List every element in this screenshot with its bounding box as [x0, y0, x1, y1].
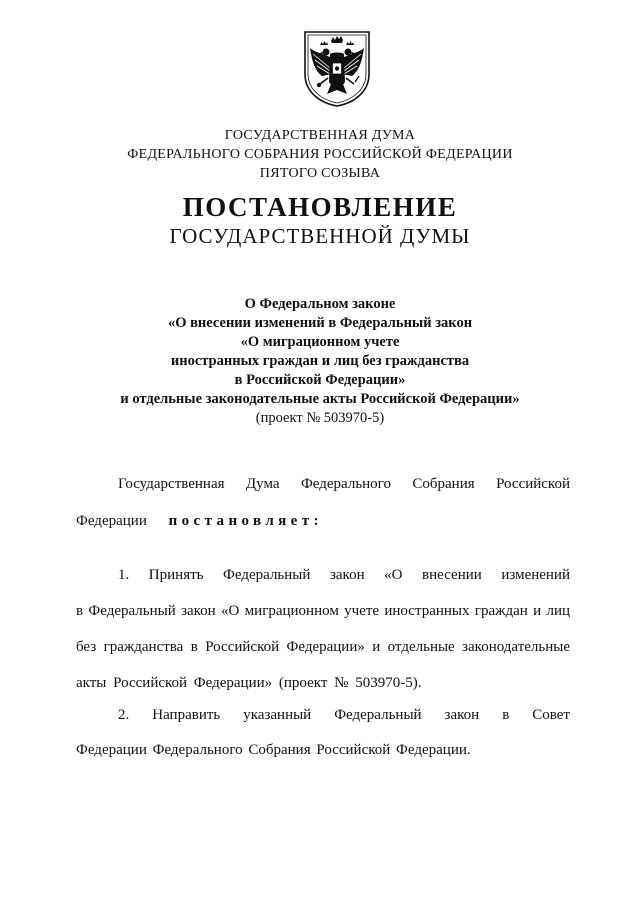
preamble-line-start	[76, 513, 323, 530]
item-1-line: акты Российской Федерации» (проект № 503970-5).	[76, 675, 422, 691]
item-2-line: 2. Направить указанный Федеральный закон в Совет	[118, 707, 570, 723]
subject-line: «О внесении изменений в Федеральный закон	[167, 315, 473, 331]
header-line-convocation: ПЯТОГО СОЗЫВА	[259, 166, 381, 181]
header-line-federal-assembly: ФЕДЕРАЛЬНОГО СОБРАНИЯ РОССИЙСКОЙ ФЕДЕРАЦИИ	[127, 147, 513, 162]
document-issuer-title: ГОСУДАРСТВЕННОЙ ДУМЫ	[169, 224, 471, 248]
subject-line: О Федеральном законе	[244, 296, 396, 312]
coat-of-arms-russia-icon	[302, 30, 372, 108]
decree-word: постановляет:	[168, 513, 323, 529]
document-type-title: ПОСТАНОВЛЕНИЕ	[182, 192, 458, 222]
item-1-line: в Федеральный закон «О миграционном учете иностранных граждан и лиц	[76, 603, 570, 619]
header-line-duma: ГОСУДАРСТВЕННАЯ ДУМА	[224, 128, 416, 143]
item-1-line: без гражданства в Российской Федерации» и отдельные законодательные	[76, 639, 570, 655]
subject-line: и отдельные законодательные акты Российской Федерации»	[120, 391, 520, 407]
preamble-federation-word: Федерации	[76, 513, 147, 529]
coat-of-arms-emblem	[302, 30, 372, 108]
preamble-line: Государственная Дума Федерального Собрания Российской	[118, 476, 570, 492]
subject-line: в Российской Федерации»	[234, 372, 406, 388]
item-2-line: Федерации Федерального Собрания Российской Федерации.	[76, 742, 471, 758]
item-1-line: 1. Принять Федеральный закон «О внесении изменений	[118, 567, 570, 583]
subject-line: «О миграционном учете	[240, 334, 400, 350]
project-number: (проект № 503970-5)	[255, 410, 385, 426]
subject-line: иностранных граждан и лиц без гражданства	[170, 353, 470, 369]
